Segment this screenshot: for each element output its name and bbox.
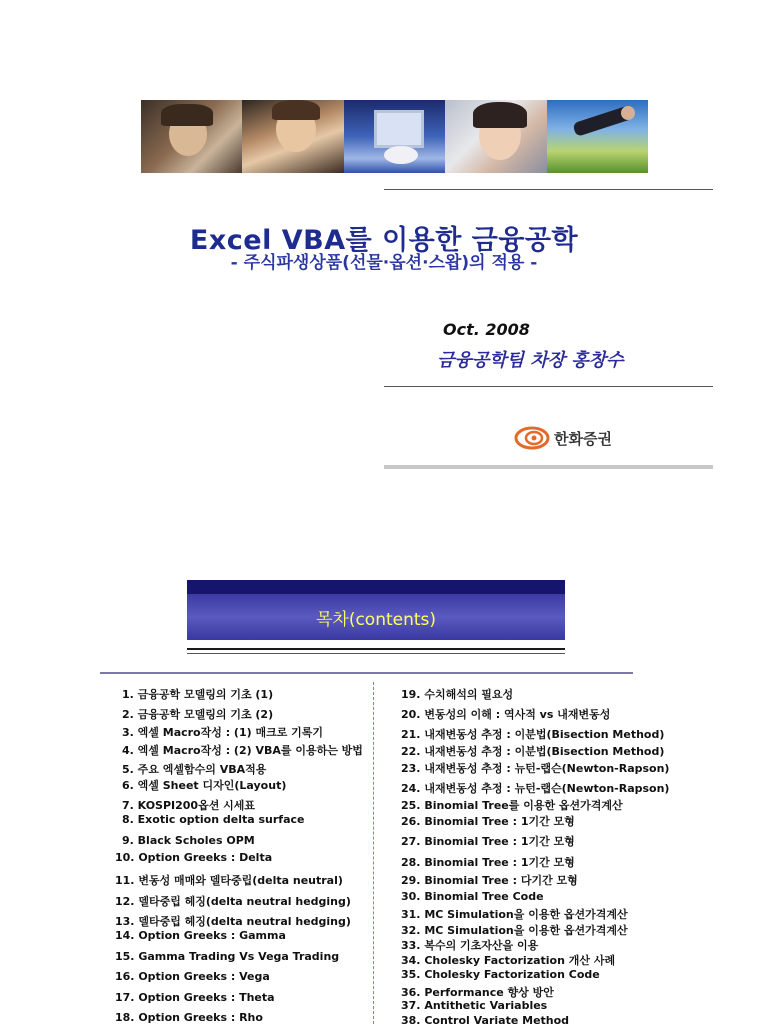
company-logo-icon <box>514 424 550 452</box>
toc-item: 37. Antithetic Variables <box>401 999 548 1012</box>
document-subtitle: - 주식파생상품(선물·옵션·스왑)의 적용 - <box>230 253 538 273</box>
photo-computer-and-mouse <box>344 100 445 173</box>
toc-item: 14. Option Greeks : Gamma <box>115 929 286 942</box>
toc-item: 31. MC Simulation을 이용한 옵션가격계산 <box>401 908 628 921</box>
document-title: Excel VBA를 이용한 금융공학 <box>189 225 579 256</box>
toc-item: 29. Binomial Tree : 다기간 모형 <box>401 874 578 887</box>
toc-item: 33. 복수의 기초자산을 이용 <box>401 939 539 952</box>
toc-item: 27. Binomial Tree : 1기간 모형 <box>401 835 575 848</box>
author-divider <box>384 386 713 387</box>
toc-item: 22. 내재변동성 추정 : 이분법(Bisection Method) <box>401 745 665 758</box>
toc-item: 3. 엑셀 Macro작성 : (1) 매크로 기록기 <box>122 726 324 739</box>
document-author: 금융공학팀 차장 홍창수 <box>437 350 624 371</box>
toc-item: 8. Exotic option delta surface <box>122 813 305 826</box>
toc-column-divider <box>373 682 374 1024</box>
toc-item: 6. 엑셀 Sheet 디자인(Layout) <box>122 779 287 792</box>
toc-item: 13. 델타중립 헤징(delta neutral hedging) <box>115 915 351 928</box>
toc-heading-underline <box>187 648 565 650</box>
toc-item: 38. Control Variate Method <box>401 1014 570 1027</box>
top-divider <box>384 189 713 190</box>
toc-section-rule <box>100 672 633 674</box>
toc-item: 24. 내재변동성 추정 : 뉴턴-랩슨(Newton-Rapson) <box>401 782 670 795</box>
toc-item: 12. 델타중립 헤징(delta neutral hedging) <box>115 895 351 908</box>
toc-item: 36. Performance 향상 방안 <box>401 986 554 999</box>
toc-item: 2. 금융공학 모델링의 기초 (2) <box>122 708 274 721</box>
company-logo <box>514 424 612 452</box>
toc-item: 26. Binomial Tree : 1기간 모형 <box>401 815 575 828</box>
toc-item: 28. Binomial Tree : 1기간 모형 <box>401 856 575 869</box>
toc-heading-label: 목차(contents) <box>315 609 437 630</box>
toc-item: 25. Binomial Tree를 이용한 옵션가격계산 <box>401 799 623 812</box>
toc-item: 20. 변동성의 이해 : 역사적 vs 내재변동성 <box>401 708 611 721</box>
toc-item: 15. Gamma Trading Vs Vega Trading <box>115 950 340 963</box>
toc-item: 7. KOSPI200옵션 시세표 <box>122 799 256 812</box>
document-date: Oct. 2008 <box>443 320 530 339</box>
photo-child-with-glasses <box>141 100 242 173</box>
toc-item: 11. 변동성 매매와 델타중립(delta neutral) <box>115 874 343 887</box>
toc-item: 5. 주요 엑셀함수의 VBA적용 <box>122 763 267 776</box>
toc-item: 10. Option Greeks : Delta <box>115 851 273 864</box>
toc-heading <box>187 594 565 640</box>
photo-smiling-girl <box>445 100 546 173</box>
photo-jumping-man <box>547 100 648 173</box>
toc-item: 19. 수치해석의 필요성 <box>401 688 514 701</box>
toc-item: 35. Cholesky Factorization Code <box>401 968 600 981</box>
toc-item: 4. 엑셀 Macro작성 : (2) VBA를 이용하는 방법 <box>122 744 363 757</box>
header-photo-banner <box>141 100 648 173</box>
company-name: 한화증권 <box>554 429 612 448</box>
toc-heading-underline-thin <box>187 653 565 654</box>
toc-item: 21. 내재변동성 추정 : 이분법(Bisection Method) <box>401 728 665 741</box>
toc-item: 9. Black Scholes OPM <box>122 834 255 847</box>
toc-item: 30. Binomial Tree Code <box>401 890 544 903</box>
toc-item: 34. Cholesky Factorization 개산 사례 <box>401 954 616 967</box>
logo-divider <box>384 465 713 469</box>
toc-item: 16. Option Greeks : Vega <box>115 970 270 983</box>
toc-item: 17. Option Greeks : Theta <box>115 991 275 1004</box>
toc-heading-topbar <box>187 580 565 594</box>
toc-item: 18. Option Greeks : Rho <box>115 1011 263 1024</box>
toc-item: 1. 금융공학 모델링의 기초 (1) <box>122 688 274 701</box>
toc-item: 23. 내재변동성 추정 : 뉴턴-랩슨(Newton-Rapson) <box>401 762 670 775</box>
toc-item: 32. MC Simulation을 이용한 옵션가격계산 <box>401 924 628 937</box>
toc-heading-block <box>187 580 565 654</box>
photo-laughing-child <box>242 100 343 173</box>
